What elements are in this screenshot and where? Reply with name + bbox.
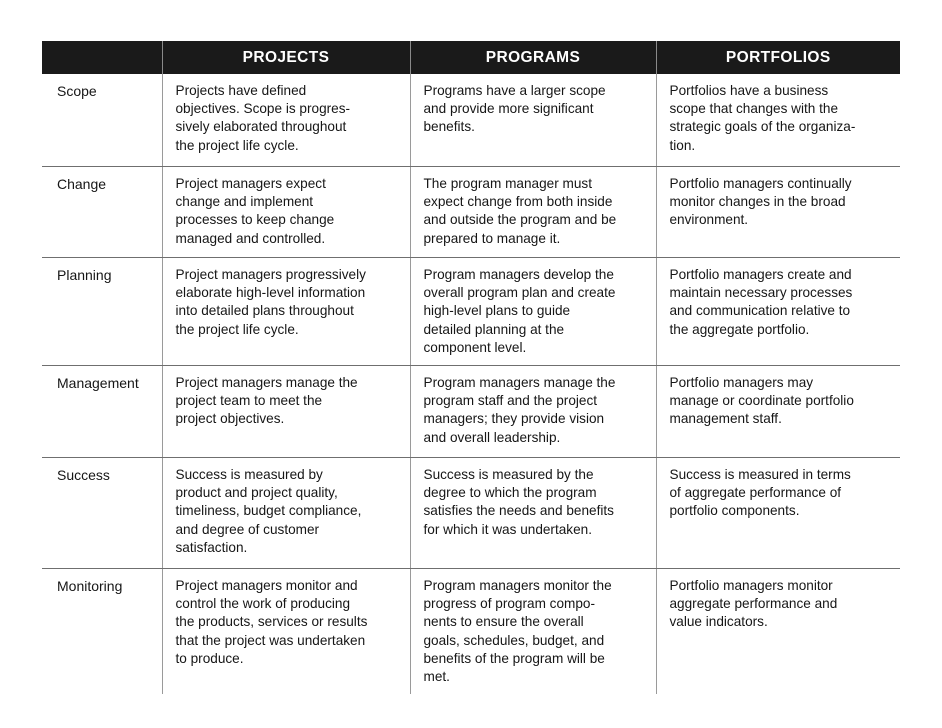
cell-programs: Success is measured by the degree to which the program satisfies the needs and benefits for which it was undertaken. — [410, 458, 656, 569]
cell-programs: Program managers develop the overall program plan and create high-level plans to guide detailed planning at the component level. — [410, 258, 656, 366]
cell-projects: Project managers manage the project team to meet the project objectives. — [162, 366, 410, 458]
header-cell-portfolios: PORTFOLIOS — [656, 41, 900, 74]
cell-portfolios: Portfolio managers create and maintain necessary processes and communication relative to the aggregate portfolio. — [656, 258, 900, 366]
row-label: Success — [42, 458, 162, 569]
table-row — [42, 366, 900, 458]
table-row — [42, 74, 900, 167]
cell-programs: Program managers manage the program staff and the project managers; they provide vision and overall leadership. — [410, 366, 656, 458]
table-row — [42, 167, 900, 258]
table-header — [42, 41, 900, 74]
header-cell-empty — [42, 41, 162, 74]
cell-programs: Program managers monitor the progress of program compo- nents to ensure the overall goals, schedules, budget, and benefits of the program will be met. — [410, 569, 656, 695]
row-label: Monitoring — [57, 578, 123, 594]
cell-portfolios: Portfolio managers may manage or coordinate portfolio management staff. — [656, 366, 900, 458]
cell-portfolios: Portfolio managers continually monitor changes in the broad environment. — [656, 167, 900, 258]
cell-projects: Success is measured by product and project quality, timeliness, budget compliance, and degree of customer satisfaction. — [162, 458, 410, 569]
cell-portfolios: Portfolios have a business scope that changes with the strategic goals of the organiza- tion. — [656, 74, 900, 167]
table-row — [42, 569, 900, 695]
cell-portfolios: Success is measured in terms of aggregate performance of portfolio components. — [656, 458, 900, 569]
cell-portfolios: Portfolio managers monitor aggregate performance and value indicators. — [656, 569, 900, 695]
cell-programs: The program manager must expect change from both inside and outside the program and be prepared to manage it. — [410, 167, 656, 258]
cell-projects: Projects have defined objectives. Scope is progres- sively elaborated throughout the project life cycle. — [162, 74, 410, 167]
row-label: Change — [42, 167, 162, 258]
comparison-table — [42, 41, 900, 694]
row-label: Management — [42, 366, 162, 458]
table-body — [42, 74, 900, 694]
row-label: Planning — [42, 258, 162, 366]
header-cell-programs: PROGRAMS — [410, 41, 656, 74]
cell-projects: Project managers expect change and implement processes to keep change managed and controlled. — [162, 167, 410, 258]
row-label: Scope — [42, 74, 162, 167]
table-row — [42, 258, 900, 366]
cell-projects: Project managers progressively elaborate high-level information into detailed plans throughout the project life cycle. — [162, 258, 410, 366]
table-row — [42, 458, 900, 569]
cell-programs: Programs have a larger scope and provide more significant benefits. — [410, 74, 656, 167]
header-row — [42, 41, 900, 74]
header-cell-projects: PROJECTS — [162, 41, 410, 74]
cell-projects: Project managers monitor and control the work of producing the products, services or results that the project was undertaken to produce. — [162, 569, 410, 695]
